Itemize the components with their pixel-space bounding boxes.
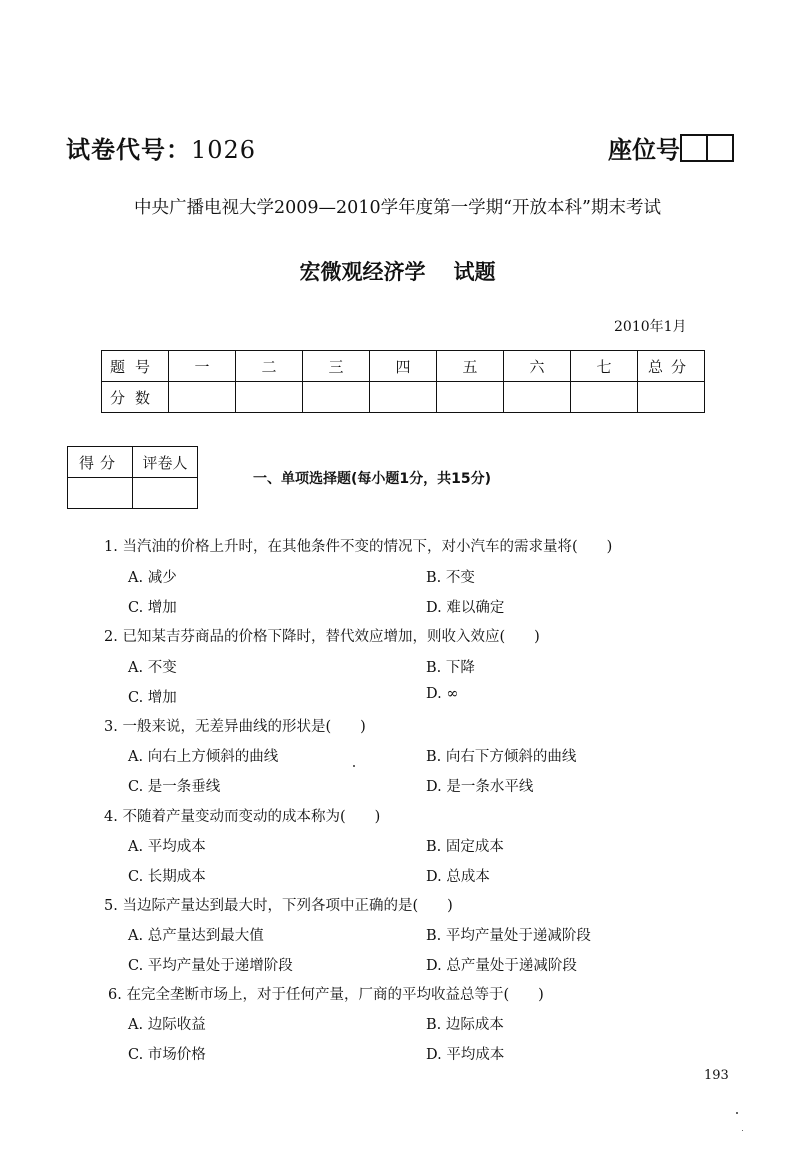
score-cell[interactable] xyxy=(169,382,236,413)
option-3c: C. 是一条垂线 xyxy=(128,779,221,795)
seat-box xyxy=(708,134,734,162)
question-6: 6. 在完全垄断市场上，对于任何产量，厂商的平均收益总等于( ) xyxy=(108,987,544,1003)
option-1b: B. 不变 xyxy=(426,570,475,586)
option-6d: D. 平均成本 xyxy=(426,1047,505,1063)
option-6c: C. 市场价格 xyxy=(128,1047,206,1063)
option-2b: B. 下降 xyxy=(426,660,475,676)
score-cell[interactable] xyxy=(504,382,571,413)
option-4a: A. 平均成本 xyxy=(128,839,206,855)
grader-score-label: 得分 xyxy=(68,447,133,478)
grader-name-cell[interactable] xyxy=(133,478,198,509)
option-2c: C. 增加 xyxy=(128,690,177,706)
seat-label: 座位号 xyxy=(608,136,680,164)
page-number: 193 xyxy=(704,1068,729,1083)
grader-score-cell[interactable] xyxy=(68,478,133,509)
column-header: 四 xyxy=(370,351,437,382)
score-table-header-row xyxy=(102,351,705,382)
question-3: 3. 一般来说，无差异曲线的形状是( ) xyxy=(104,719,366,735)
score-cell[interactable] xyxy=(370,382,437,413)
scan-speck xyxy=(353,765,355,767)
column-header: 六 xyxy=(504,351,571,382)
option-1d: D. 难以确定 xyxy=(426,600,505,616)
option-3b: B. 向右下方倾斜的曲线 xyxy=(426,749,577,765)
option-3a: A. 向右上方倾斜的曲线 xyxy=(128,749,279,765)
seat-box xyxy=(680,134,708,162)
exam-code xyxy=(66,130,256,165)
option-3d: D. 是一条水平线 xyxy=(426,779,534,795)
question-5: 5. 当边际产量达到最大时，下列各项中正确的是( ) xyxy=(104,898,453,914)
grader-table xyxy=(67,446,198,509)
score-cell[interactable] xyxy=(437,382,504,413)
score-cell[interactable] xyxy=(303,382,370,413)
score-cell[interactable] xyxy=(236,382,303,413)
question-2: 2. 已知某吉芬商品的价格下降时，替代效应增加，则收入效应( ) xyxy=(104,629,540,645)
question-1: 1. 当汽油的价格上升时，在其他条件不变的情况下，对小汽车的需求量将( ) xyxy=(104,539,613,555)
row-label-question-no: 题号 xyxy=(102,351,169,382)
scan-speck xyxy=(736,1112,738,1114)
score-cell[interactable] xyxy=(571,382,638,413)
question-4: 4. 不随着产量变动而变动的成本称为( ) xyxy=(104,809,381,825)
option-6b: B. 边际成本 xyxy=(426,1017,504,1033)
option-5d: D. 总产量处于递减阶段 xyxy=(426,958,577,974)
option-4b: B. 固定成本 xyxy=(426,839,504,855)
university-line: 中央广播电视大学2009—2010学年度第一学期“开放本科”期末考试 xyxy=(134,198,661,218)
column-header: 三 xyxy=(303,351,370,382)
exam-code-value: 1026 xyxy=(191,136,257,164)
subject-name: 宏微观经济学 xyxy=(299,260,426,284)
exam-code-label: 试卷代号： xyxy=(66,136,191,164)
section-title: 一、单项选择题(每小题1分，共15分) xyxy=(253,471,492,487)
option-4c: C. 长期成本 xyxy=(128,869,206,885)
option-1a: A. 减少 xyxy=(128,570,177,586)
option-4d: D. 总成本 xyxy=(426,869,490,885)
seat-number xyxy=(608,130,734,165)
exam-date: 2010年1月 xyxy=(614,319,687,335)
scan-speck xyxy=(742,1130,743,1131)
row-label-score: 分数 xyxy=(102,382,169,413)
option-6a: A. 边际收益 xyxy=(128,1017,206,1033)
option-1c: C. 增加 xyxy=(128,600,177,616)
subject-title xyxy=(0,256,795,286)
column-header-total: 总分 xyxy=(638,351,705,382)
score-table xyxy=(101,350,705,413)
score-table-score-row xyxy=(102,382,705,413)
column-header: 一 xyxy=(169,351,236,382)
option-2d: D. ∞ xyxy=(426,686,459,702)
column-header: 五 xyxy=(437,351,504,382)
column-header: 七 xyxy=(571,351,638,382)
column-header: 二 xyxy=(236,351,303,382)
grader-name-label: 评卷人 xyxy=(133,447,198,478)
subject-suffix: 试题 xyxy=(453,260,496,284)
option-2a: A. 不变 xyxy=(128,660,177,676)
option-5a: A. 总产量达到最大值 xyxy=(128,928,264,944)
option-5c: C. 平均产量处于递增阶段 xyxy=(128,958,293,974)
score-cell-total[interactable] xyxy=(638,382,705,413)
option-5b: B. 平均产量处于递减阶段 xyxy=(426,928,591,944)
